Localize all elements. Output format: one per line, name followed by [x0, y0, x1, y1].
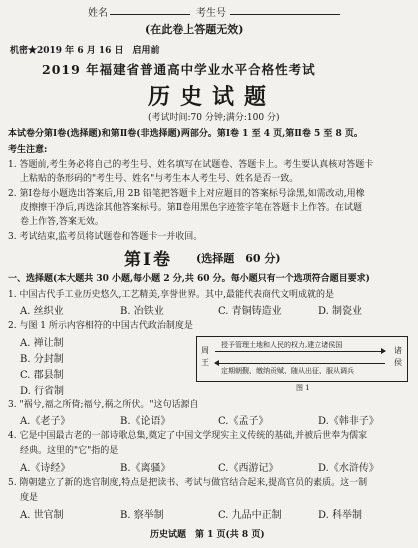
- note-line: 上粘贴的条形码的"考生号、姓名"与考生本人考生号、姓名是否一致。: [20, 174, 299, 184]
- figure-top-text: 授予管理土地和人民的权力,建立诸侯国: [221, 341, 343, 349]
- question-stem: 3. "祸兮,福之所倚;福兮,祸之所伏。"这句话源自: [8, 400, 199, 410]
- option-a[interactable]: A.《老子》: [20, 416, 71, 427]
- part1-title: 第Ⅰ卷: [124, 250, 172, 270]
- option-a[interactable]: A. 禅让制: [20, 338, 64, 349]
- part1-instruction: 一、选择题(本大题共 30 小题,每小题 2 分,共 60 分。每小题只有一个选项符合题目要求): [8, 274, 370, 284]
- option-b[interactable]: B.《论语》: [120, 416, 171, 427]
- question-stem: 5. 隋朝建立了新的选官制度,特点是把读书、考试与做官结合起来,提高官员的素质。这一制: [8, 478, 368, 488]
- figure-1: [196, 336, 408, 382]
- left-arrow: [215, 363, 385, 364]
- right-arrow: [215, 351, 385, 352]
- secret-line: 机密★2019 年 6 月 16 日 启用前: [10, 46, 160, 56]
- question-stem-cont: 经典。这里的"它"指的是: [20, 446, 119, 456]
- option-d[interactable]: D. 科举制: [318, 510, 363, 521]
- notes-heading: 考生注意:: [8, 145, 48, 155]
- option-d[interactable]: D. 行省制: [20, 386, 65, 397]
- note-line: 2. 第Ⅰ卷每小题选出答案后,用 2B 铅笔把答题卡上对应题目的答案标号涂黑,如需改动,用橡: [8, 189, 365, 199]
- question-stem-cont: 度是: [20, 493, 39, 503]
- option-a[interactable]: A. 世官制: [20, 510, 64, 521]
- exam-no-label: 考生号: [196, 8, 226, 19]
- invalid-note: (在此卷上答题无效): [145, 23, 244, 36]
- option-d[interactable]: D.《水浒传》: [318, 463, 379, 474]
- option-a[interactable]: A.《诗经》: [20, 463, 71, 474]
- option-d[interactable]: D.《韩非子》: [318, 416, 379, 427]
- option-c[interactable]: C. 九品中正制: [218, 510, 282, 521]
- page-footer: 历史试题 第 1 页(共 8 页): [150, 530, 265, 540]
- exam-meta: (考试时间:70 分钟;满分:100 分): [148, 113, 280, 123]
- question-stem: 1. 中国古代手工业历史悠久,工艺精美,享誉世界。其中,最能代表商代文明成就的是: [8, 290, 335, 300]
- exam-no-field[interactable]: [230, 14, 340, 15]
- option-a[interactable]: A. 丝织业: [20, 306, 64, 317]
- option-c[interactable]: C.《西游记》: [218, 463, 279, 474]
- option-d[interactable]: D. 制瓷业: [318, 306, 363, 317]
- option-b[interactable]: B. 察举制: [120, 510, 164, 521]
- note-line: 皮擦擦干净后,再选涂其他答案标号。第Ⅱ卷用黑色字迹签字笔在答题卡上作答。在试题: [20, 203, 362, 213]
- note-line: 卷上作答,答案无效。: [20, 217, 104, 227]
- question-stem: 2. 与图 1 所示内容相符的中国古代政治制度是: [8, 321, 193, 331]
- option-c[interactable]: C.《孟子》: [218, 416, 269, 427]
- option-c[interactable]: C. 郡县制: [20, 370, 64, 381]
- intro-text: 本试卷分第Ⅰ卷(选择题)和第Ⅱ卷(非选择题)两部分。第Ⅰ卷 1 至 4 页,第Ⅱ卷 5 至 8 页。: [8, 129, 363, 139]
- name-label: 姓名: [88, 8, 108, 19]
- figure-left-label: 周王: [201, 346, 209, 367]
- option-b[interactable]: B. 冶铁业: [120, 306, 164, 317]
- figure-bottom-text: 定期朝觐、缴纳贡赋、随从出征、服从调兵: [221, 367, 354, 375]
- name-field[interactable]: [110, 14, 190, 15]
- figure-right-label: 诸侯: [394, 346, 402, 367]
- option-b[interactable]: B.《离骚》: [120, 463, 171, 474]
- figure-caption: 图 1: [296, 384, 310, 392]
- subject-title: 历史试题: [148, 84, 277, 110]
- note-line: 1. 答题前,考生务必将自己的考生号、姓名填写在试题卷、答题卡上。考生要认真核对答题卡: [8, 160, 374, 170]
- note-line: 3. 考试结束,监考员将试题卷和答题卡一并收回。: [8, 232, 203, 242]
- option-b[interactable]: B. 分封制: [20, 354, 64, 365]
- exam-title: 2019 年福建省普通高中学业水平合格性考试: [42, 62, 316, 77]
- option-c[interactable]: C. 青铜铸造业: [218, 306, 282, 317]
- part1-subtitle: (选择题 60 分): [196, 252, 281, 265]
- question-stem: 4. 它是中国最古老的一部诗歌总集,奠定了中国文学现实主义传统的基础,并被后世奉为儒家: [8, 431, 368, 441]
